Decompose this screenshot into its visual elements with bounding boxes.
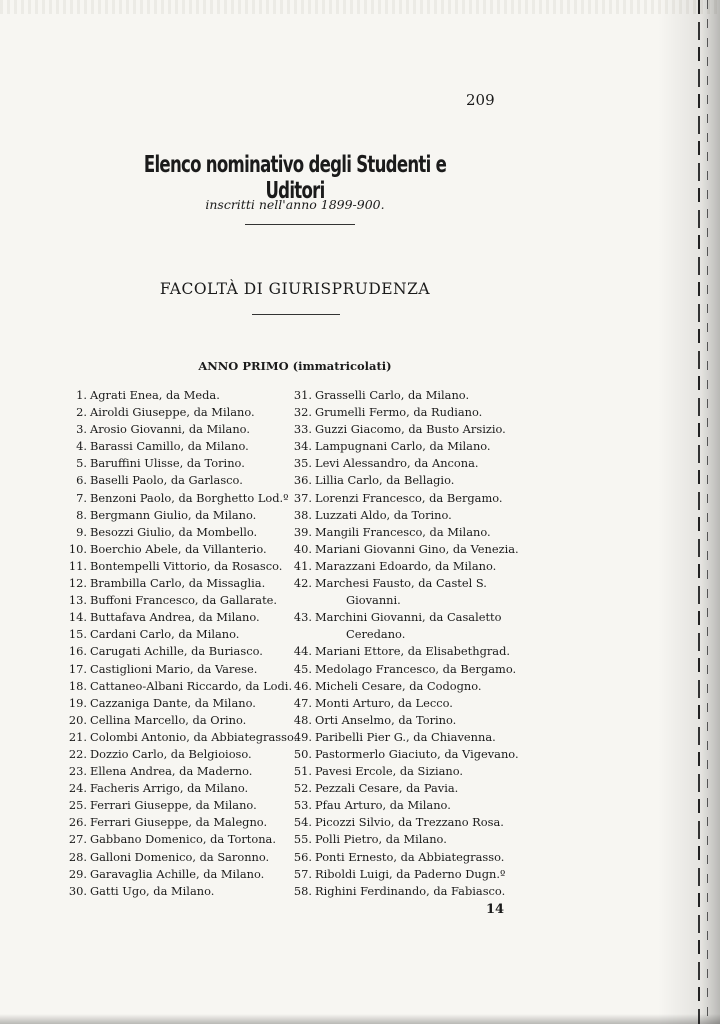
entry-text: Picozzi Silvio, da Trezzano Rosa. — [315, 815, 504, 830]
entry-text: Cattaneo-Albani Riccardo, da Lodi. — [90, 678, 293, 693]
list-item — [63, 455, 298, 472]
page-bottom-edge — [0, 1014, 720, 1024]
list-item — [63, 387, 298, 404]
entry-number: 54. — [293, 815, 312, 830]
entry-text: Medolago Francesco, da Bergamo. — [315, 661, 517, 676]
entry-text: Guzzi Giacomo, da Busto Arsizio. — [315, 422, 506, 437]
entry-text: Righini Ferdinando, da Fabiasco. — [315, 883, 506, 898]
list-item — [63, 643, 298, 660]
list-item — [63, 746, 298, 763]
entry-text: Gatti Ugo, da Milano. — [90, 883, 215, 898]
entry-text: Polli Pietro, da Milano. — [315, 832, 447, 847]
entry-number: 49. — [293, 729, 312, 744]
list-item — [288, 797, 520, 814]
list-item — [288, 849, 520, 866]
entry-number: 12. — [68, 576, 87, 591]
entry-text: Cazzaniga Dante, da Milano. — [90, 695, 256, 710]
list-item — [63, 421, 298, 438]
entry-number: 40. — [293, 541, 312, 556]
entry-number: 23. — [68, 764, 87, 779]
entry-number: 25. — [68, 798, 87, 813]
entry-text: Ferrari Giuseppe, da Milano. — [90, 798, 257, 813]
entry-text: Brambilla Carlo, da Missaglia. — [90, 576, 266, 591]
entry-number: 27. — [68, 832, 87, 847]
entry-number: 17. — [68, 661, 87, 676]
list-item — [288, 575, 520, 592]
binding-shadow — [658, 0, 720, 1024]
entry-number: 4. — [76, 439, 87, 454]
entry-text: Pastormerlo Giaciuto, da Vigevano. — [315, 746, 519, 761]
list-item — [288, 592, 520, 609]
entry-number: 22. — [68, 746, 87, 761]
entry-text: Cardani Carlo, da Milano. — [90, 627, 240, 642]
entry-text: Micheli Cesare, da Codogno. — [315, 678, 482, 693]
entry-text: Barassi Camillo, da Milano. — [90, 439, 249, 454]
entry-number: 15. — [68, 627, 87, 642]
entry-number: 36. — [293, 473, 312, 488]
entry-number: 6. — [76, 473, 87, 488]
entry-text: Grasselli Carlo, da Milano. — [315, 388, 470, 402]
entry-text: Arosio Giovanni, da Milano. — [90, 422, 250, 437]
list-item — [63, 883, 298, 900]
entry-text: Bontempelli Vittorio, da Rosasco. — [90, 558, 283, 573]
entry-number: 37. — [293, 490, 312, 505]
list-item — [63, 541, 298, 558]
entry-number: 56. — [293, 849, 312, 864]
entry-text: Facheris Arrigo, da Milano. — [90, 781, 249, 796]
list-item — [63, 695, 298, 712]
entry-text: Marazzani Edoardo, da Milano. — [315, 558, 497, 573]
entry-number: 21. — [68, 729, 87, 744]
entry-number: 19. — [68, 695, 87, 710]
entry-number: 52. — [293, 781, 312, 796]
list-item — [63, 472, 298, 489]
list-item — [63, 524, 298, 541]
entry-text: Mariani Giovanni Gino, da Venezia. — [315, 541, 519, 556]
entry-text: Mangili Francesco, da Milano. — [315, 524, 491, 539]
list-item — [288, 814, 520, 831]
entry-number: 3. — [76, 422, 87, 437]
entry-text: Gabbano Domenico, da Tortona. — [90, 832, 276, 847]
list-item — [288, 404, 520, 421]
entry-text: Giovanni. — [346, 593, 401, 608]
list-item — [288, 661, 520, 678]
list-item — [288, 387, 520, 404]
entry-number: 53. — [293, 798, 312, 813]
list-item — [63, 712, 298, 729]
entry-number: 16. — [68, 644, 87, 659]
entry-text: Levi Alessandro, da Ancona. — [315, 456, 479, 471]
entry-number: 50. — [293, 746, 312, 761]
entry-text: Buttafava Andrea, da Milano. — [90, 610, 260, 625]
list-item — [288, 831, 520, 848]
entry-text: Grumelli Fermo, da Rudiano. — [315, 405, 483, 420]
list-item — [63, 558, 298, 575]
list-item — [63, 626, 298, 643]
entry-number: 48. — [293, 712, 312, 727]
list-item — [288, 541, 520, 558]
entry-number: 1. — [76, 388, 87, 402]
entry-number: 39. — [293, 524, 312, 539]
entry-text: Baselli Paolo, da Garlasco. — [90, 473, 243, 488]
list-item — [288, 866, 520, 883]
list-item — [63, 729, 298, 746]
binding-spine — [698, 0, 700, 1024]
list-item — [288, 524, 520, 541]
list-item — [288, 643, 520, 660]
student-list-left — [63, 387, 298, 900]
entry-number: 45. — [293, 661, 312, 676]
entry-number: 26. — [68, 815, 87, 830]
section-heading: ANNO PRIMO (immatricolati) — [198, 359, 392, 373]
entry-number: 43. — [293, 610, 312, 625]
entry-number: 7. — [76, 490, 87, 505]
entry-number: 10. — [68, 541, 87, 556]
list-item — [288, 507, 520, 524]
faculty-heading: FACOLTÀ DI GIURISPRUDENZA — [159, 280, 431, 298]
list-item — [63, 592, 298, 609]
entry-text: Marchini Giovanni, da Casaletto — [315, 610, 502, 625]
page-number: 209 — [466, 91, 495, 109]
entry-number: 11. — [68, 558, 87, 573]
entry-text: Luzzati Aldo, da Torino. — [315, 507, 452, 522]
entry-text: Monti Arturo, da Lecco. — [315, 695, 453, 710]
list-item — [63, 575, 298, 592]
entry-text: Baruffini Ulisse, da Torino. — [90, 456, 245, 471]
entry-text: Lorenzi Francesco, da Bergamo. — [315, 490, 503, 505]
entry-number: 2. — [76, 405, 87, 420]
page-top-edge — [0, 0, 720, 14]
entry-text: Ellena Andrea, da Maderno. — [90, 764, 253, 779]
entry-text: Castiglioni Mario, da Varese. — [90, 661, 258, 676]
entry-number: 29. — [68, 866, 87, 881]
page-title: Elenco nominativo degli Studenti e Uditori — [143, 152, 447, 204]
list-item — [63, 661, 298, 678]
entry-number: 20. — [68, 712, 87, 727]
entry-text: Marchesi Fausto, da Castel S. — [315, 576, 487, 591]
entry-number: 35. — [293, 456, 312, 471]
list-item — [288, 746, 520, 763]
entry-text: Cellina Marcello, da Orino. — [90, 712, 247, 727]
list-item — [63, 507, 298, 524]
entry-number: 32. — [293, 405, 312, 420]
entry-text: Carugati Achille, da Buriasco. — [90, 644, 263, 659]
entry-number: 28. — [68, 849, 87, 864]
list-item — [63, 866, 298, 883]
list-item — [288, 729, 520, 746]
entry-text: Dozzio Carlo, da Belgioioso. — [90, 746, 252, 761]
list-item — [288, 695, 520, 712]
entry-text: Boerchio Abele, da Villanterio. — [90, 541, 267, 556]
entry-number: 57. — [293, 866, 312, 881]
entry-number: 31. — [293, 388, 312, 402]
entry-text: Ceredano. — [346, 627, 406, 642]
entry-text: Lampugnani Carlo, da Milano. — [315, 439, 491, 454]
list-item — [288, 490, 520, 507]
list-item — [63, 438, 298, 455]
entry-number: 58. — [293, 883, 312, 898]
list-item — [288, 609, 520, 626]
entry-number: 34. — [293, 439, 312, 454]
binding-spine-secondary — [707, 0, 708, 1024]
entry-number: 14. — [68, 610, 87, 625]
list-item — [63, 849, 298, 866]
student-list-right — [288, 387, 520, 900]
list-item — [288, 558, 520, 575]
list-item — [288, 883, 520, 900]
list-item — [63, 609, 298, 626]
entry-number: 38. — [293, 507, 312, 522]
list-item — [288, 438, 520, 455]
list-item — [63, 404, 298, 421]
entry-number: 5. — [76, 456, 87, 471]
entry-text: Bergmann Giulio, da Milano. — [90, 507, 257, 522]
entry-number: 51. — [293, 764, 312, 779]
entry-text: Buffoni Francesco, da Gallarate. — [90, 593, 278, 608]
entry-text: Airoldi Giuseppe, da Milano. — [90, 405, 255, 420]
entry-text: Benzoni Paolo, da Borghetto Lod.º — [90, 490, 289, 505]
entry-text: Colombi Antonio, da Abbiategrasso. — [90, 729, 298, 744]
entry-text: Riboldi Luigi, da Paderno Dugn.º — [315, 866, 506, 881]
entry-number: 18. — [68, 678, 87, 693]
entry-number: 44. — [293, 644, 312, 659]
list-item — [288, 712, 520, 729]
entry-text: Lillia Carlo, da Bellagio. — [315, 473, 455, 488]
list-item — [288, 455, 520, 472]
entry-number: 55. — [293, 832, 312, 847]
list-item — [63, 490, 298, 507]
entry-text: Galloni Domenico, da Saronno. — [90, 849, 270, 864]
entry-text: Paribelli Pier G., da Chiavenna. — [315, 729, 496, 744]
list-item — [288, 421, 520, 438]
entry-text: Garavaglia Achille, da Milano. — [90, 866, 265, 881]
faculty-rule — [252, 314, 340, 315]
entry-number: 24. — [68, 781, 87, 796]
entry-number: 30. — [68, 883, 87, 898]
entry-number: 41. — [293, 558, 312, 573]
entry-text: Pezzali Cesare, da Pavia. — [315, 781, 459, 796]
list-item — [63, 763, 298, 780]
entry-text: Besozzi Giulio, da Mombello. — [90, 524, 258, 539]
entry-number: 9. — [76, 524, 87, 539]
signature-mark: 14 — [486, 902, 505, 917]
entry-text: Ponti Ernesto, da Abbiategrasso. — [315, 849, 505, 864]
list-item — [288, 763, 520, 780]
entry-text: Pfau Arturo, da Milano. — [315, 798, 451, 813]
title-rule — [245, 224, 355, 225]
list-item — [288, 626, 520, 643]
entry-number: 13. — [68, 593, 87, 608]
entry-number: 33. — [293, 422, 312, 437]
entry-number: 8. — [76, 507, 87, 522]
list-item — [63, 780, 298, 797]
entry-text: Pavesi Ercole, da Siziano. — [315, 764, 464, 779]
entry-number: 47. — [293, 695, 312, 710]
entry-text: Mariani Ettore, da Elisabethgrad. — [315, 644, 511, 659]
entry-text: Agrati Enea, da Meda. — [90, 388, 220, 402]
entry-text: Orti Anselmo, da Torino. — [315, 712, 457, 727]
list-item — [63, 678, 298, 695]
subtitle: inscritti nell'anno 1899-900. — [205, 197, 385, 212]
list-item — [63, 831, 298, 848]
list-item — [288, 472, 520, 489]
list-item — [63, 814, 298, 831]
entry-number: 42. — [293, 576, 312, 591]
list-item — [288, 678, 520, 695]
entry-text: Ferrari Giuseppe, da Malegno. — [90, 815, 268, 830]
list-item — [63, 797, 298, 814]
entry-number: 46. — [293, 678, 312, 693]
list-item — [288, 780, 520, 797]
